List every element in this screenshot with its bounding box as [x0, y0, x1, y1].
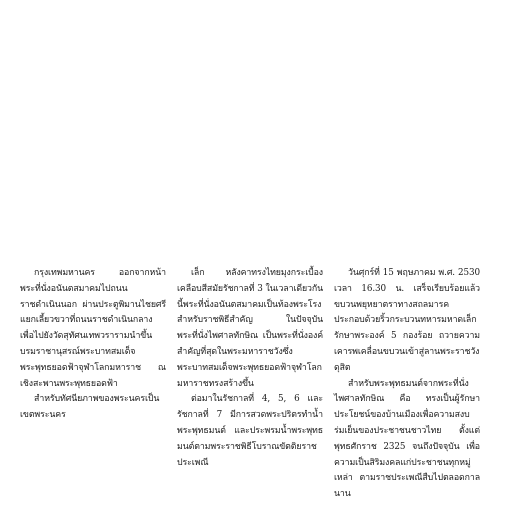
paragraph: วันศุกร์ที่ 15 พฤษภาคม พ.ศ. 2530 เวลา 16.30 น. เสร็จเรียบร้อยแล้ว ขบวนพยุหยาตราทางสถลมารค ประกอบด้วยริ้วกระบวนทหารมหาดเล็กรักษาพระองค์ 5 กองร้อย ถวายความเคารพเคลื่อนขบวนเข้าสู่ลานพระราชวังดุสิต: [334, 268, 480, 373]
paragraph: สำหรับพระพุทธมนต์จากพระที่นั่งไพศาลทักษิณ คือ ทรงเป็นผู้รักษาประโยชน์ของบ้านเมืองเพื่อความสงบร่มเย็นของประชาชนชาวไทย ตั้งแต่พุทธศักราช 2325 จนถึงปัจจุบัน เพื่อความเป็นสิริมงคลแก่ประชาชนทุกหมู่เหล่า ตามราชประเพณีสืบไปตลอดกาลนาน: [334, 378, 480, 500]
paragraph: สำหรับทัศนียภาพของพระนครเป็นเขตพระนคร: [20, 394, 160, 421]
text-column-2: [177, 266, 323, 471]
document-page: [20, 0, 492, 512]
paragraph: กรุงเทพมหานคร ออกจากหน้าพระที่นั่งอนันตสมาคมไปถนนราชดำเนินนอก ผ่านประตูพิมานไชยศรี แยกเลี้ยวขวาที่ถนนราชดำเนินกลางเพื่อไปยังวัดสุทัศนเทพวรารามนำขึ้นบรมราชานุสรณ์พระบาทสมเด็จพระพุทธยอดฟ้าจุฬาโลกมหาราช ณ เชิงสะพานพระพุทธยอดฟ้า: [20, 268, 166, 389]
paragraph: เล็ก หลังคาทรงไทยมุงกระเบื้องเคลือบสีสมัยรัชกาลที่ 3 ในเวลาเดียวกันนี้พระที่นั่งอนันตสมาคมเป็นท้องพระโรงสำหรับราชพิธีสำคัญ ในปัจจุบันพระที่นั่งไพศาลทักษิณ เป็นพระที่นั่งองค์สำคัญที่สุดในพระมหาราชวังซึ่งพระบาทสมเด็จพระพุทธยอดฟ้าจุฬาโลกมหาราชทรงสร้างขึ้น: [177, 268, 323, 389]
paragraph: ต่อมาในรัชกาลที่ 4, 5, 6 และรัชกาลที่ 7 มีการสวดพระปริตรทำน้ำพระพุทธมนต์ และประพรมน้ำพระพุทธมนต์ตามพระราชพิธีโบราณขัตติยราชประเพณี: [177, 394, 323, 468]
text-column-3: [334, 266, 480, 503]
text-column-1: [20, 266, 166, 424]
